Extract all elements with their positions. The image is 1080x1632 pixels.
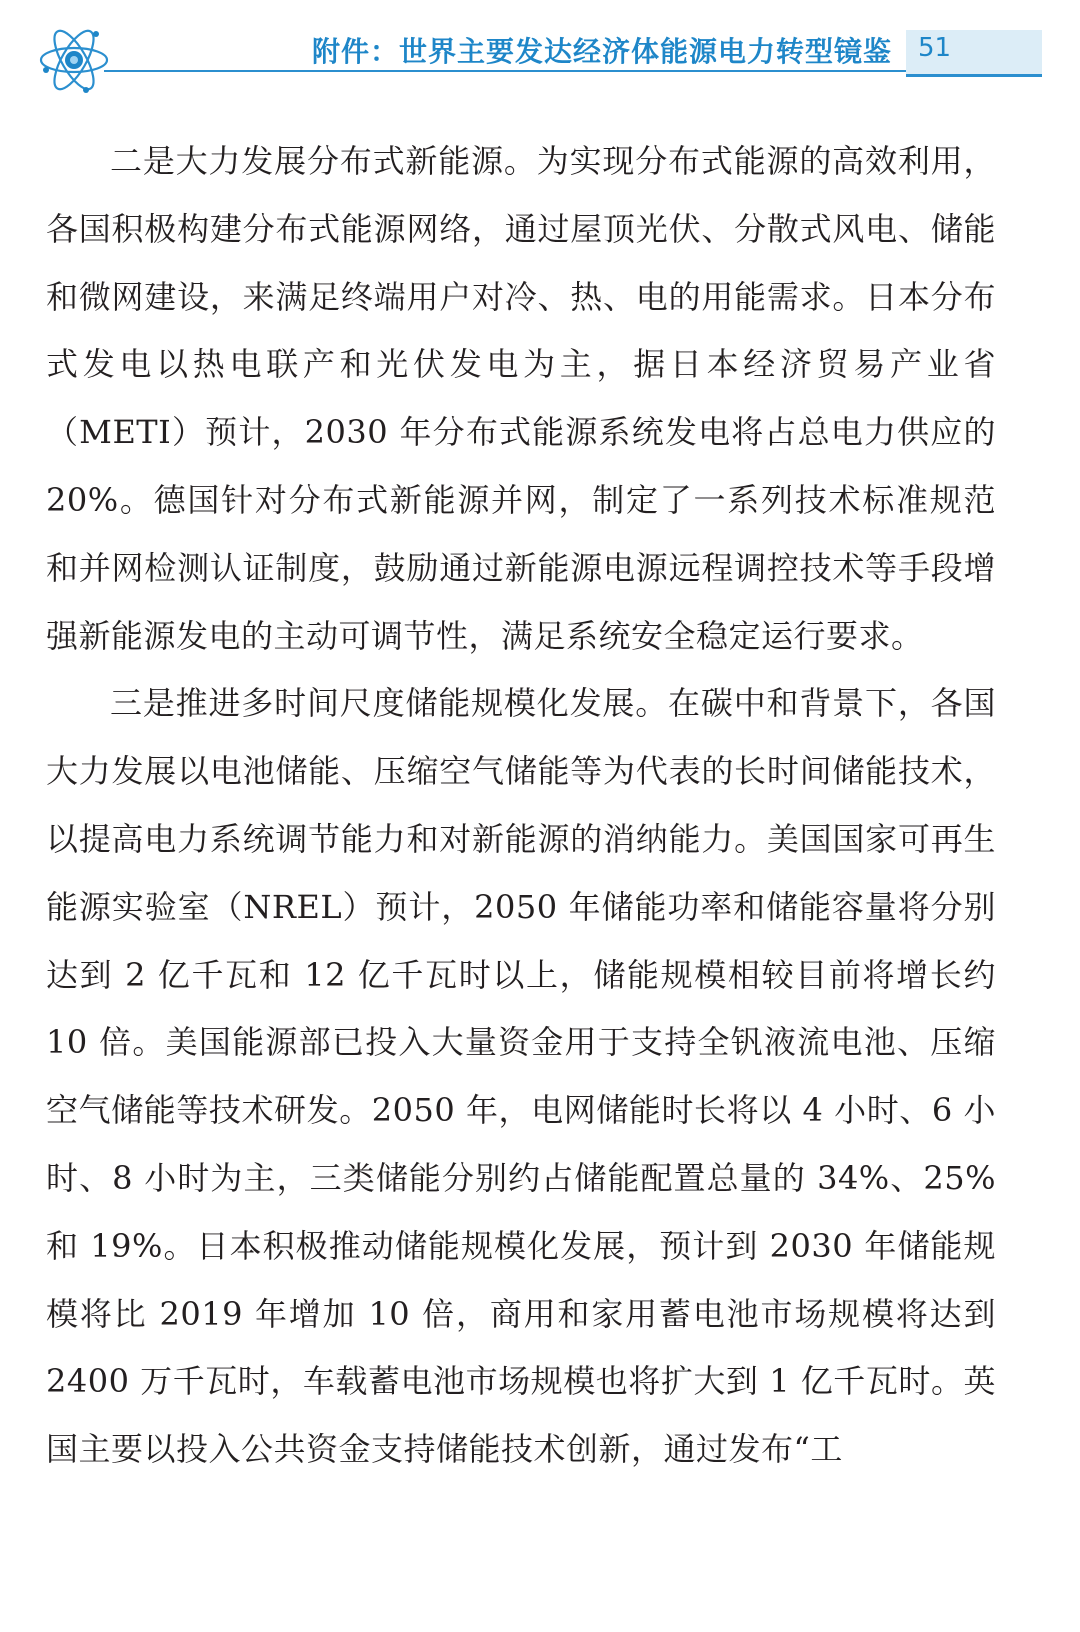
atom-logo-icon	[38, 24, 110, 96]
header-rule	[104, 70, 1040, 72]
paragraph-distributed-energy: 二是大力发展分布式新能源。为实现分布式能源的高效利用，各国积极构建分布式能源网络，通过屋顶光伏、分散式风电、储能和微网建设，来满足终端用户对冷、热、电的用能需求。日本分布式发电以热电联产和光伏发电为主，据日本经济贸易产业省（METI）预计，2030 年分布式能源系统发电将占总电力供应的 20%。德国针对分布式新能源并网，制定了一系列技术标准规范和并网检测认证制度，鼓励通过新能源电源远程调控技术等手段增强新能源发电的主动可调节性，满足系统安全稳定运行要求。	[46, 142, 996, 655]
header-title: 附件：世界主要发达经济体能源电力转型镜鉴	[311, 35, 892, 68]
page-number: 51	[918, 33, 952, 63]
body-text	[46, 128, 996, 1484]
paragraph-energy-storage: 三是推进多时间尺度储能规模化发展。在碳中和背景下，各国大力发展以电池储能、压缩空气储能等为代表的长时间储能技术，以提高电力系统调节能力和对新能源的消纳能力。美国国家可再生能源实验室（NREL）预计，2050 年储能功率和储能容量将分别达到 2 亿千瓦和 12 亿千瓦时以上，储能规模相较目前将增长约 10 倍。美国能源部已投入大量资金用于支持全钒液流电池、压缩空气储能等技术研发。2050 年，电网储能时长将以 4 小时、6 小时、8 小时为主，三类储能分别约占储能配置总量的 34%、25% 和 19%。日本积极推动储能规模化发展，预计到 2030 年储能规模将比 2019 年增加 10 倍，商用和家用蓄电池市场规模将达到 2400 万千瓦时，车载蓄电池市场规模也将扩大到 1 亿千瓦时。英国主要以投入公共资金支持储能技术创新，通过发布“工	[46, 684, 996, 1469]
page-header	[0, 0, 1080, 110]
